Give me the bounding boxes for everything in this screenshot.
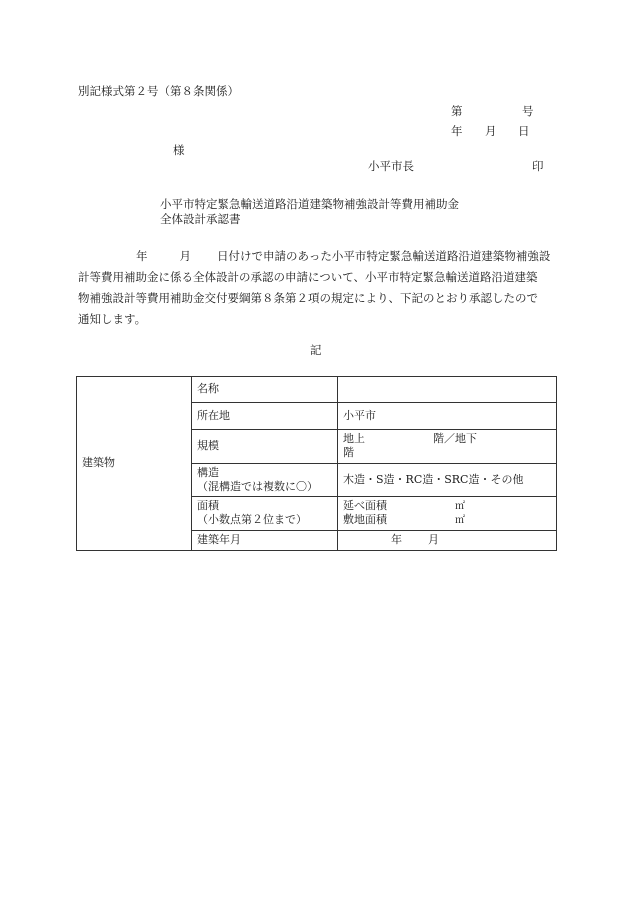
area-value-cell[interactable] (338, 497, 557, 531)
area-site-unit: ㎡ (455, 515, 465, 527)
category-cell: 建築物 (77, 377, 192, 551)
body-line-4: 通知します。 (78, 312, 147, 326)
body-line-1 (78, 246, 559, 267)
body-line-3: 物補強設計等費用補助金交付要綱第８条第２項の規定により、下記のとおり承認したので (78, 291, 538, 305)
body-text (78, 246, 559, 330)
body-line-1-text: 日付けで申請のあった小平市特定緊急輸送道路沿道建築物補強設 (217, 249, 551, 263)
area-site-line (343, 513, 551, 527)
document-title-line1: 小平市特定緊急輸送道路沿道建築物補強設計等費用補助金 (160, 197, 459, 211)
scale-above: 地上 (343, 432, 365, 445)
area-total-unit: ㎡ (455, 501, 465, 513)
issuer-name: 小平市長 (368, 159, 414, 173)
built-label: 建築年月 (192, 530, 338, 550)
structure-options[interactable]: 木造・S造・RC造・SRC造・その他 (338, 463, 557, 497)
location-label: 所在地 (192, 403, 338, 430)
structure-note: （混構造では複数に〇） (197, 479, 318, 493)
area-total-line (343, 499, 551, 513)
name-value[interactable] (338, 377, 557, 403)
scale-value[interactable] (338, 430, 557, 464)
built-month: 月 (428, 533, 439, 547)
area-note: （小数点第２位まで） (197, 513, 307, 527)
building-info-table (76, 376, 557, 551)
built-value[interactable] (338, 530, 557, 550)
name-label: 名称 (192, 377, 338, 403)
area-total-label: 延べ面積 (343, 499, 387, 513)
table-row (77, 377, 557, 403)
date-month-label: 月 (485, 124, 497, 138)
area-site-label: 敷地面積 (343, 513, 387, 527)
scale-floor-below: 階／地下 (433, 432, 477, 445)
document-title-line2: 全体設計承認書 (160, 212, 241, 226)
structure-label-cell (192, 463, 338, 497)
area-label: 面積 (197, 499, 219, 513)
addressee-honorific: 様 (173, 143, 185, 157)
area-label-cell (192, 497, 338, 531)
form-label: 別記様式第２号（第８条関係） (78, 84, 239, 98)
body-year: 年 (136, 249, 148, 263)
date-year-label: 年 (451, 124, 463, 138)
document-number-suffix: 号 (522, 104, 534, 118)
ki-label: 記 (310, 343, 322, 357)
built-year: 年 (391, 533, 402, 547)
issuer-seal: 印 (532, 159, 544, 173)
document-number-prefix: 第 (451, 104, 463, 118)
scale-label: 規模 (192, 430, 338, 464)
scale-floor: 階 (343, 446, 354, 460)
body-month: 月 (179, 249, 191, 263)
location-value[interactable]: 小平市 (338, 403, 557, 430)
structure-label: 構造 (197, 465, 219, 479)
date-day-label: 日 (518, 124, 530, 138)
body-line-2: 計等費用補助金に係る全体設計の承認の申請について、小平市特定緊急輸送道路沿道建築 (78, 270, 538, 284)
